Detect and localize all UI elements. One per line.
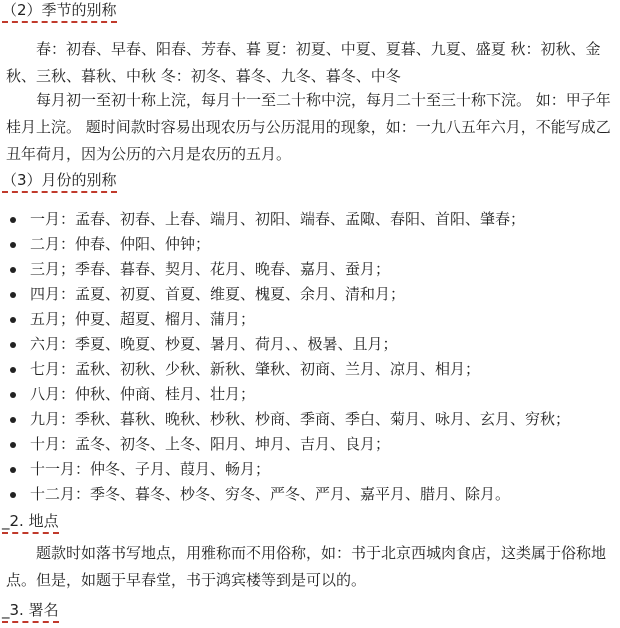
- bullet-icon: [10, 242, 16, 248]
- list-item: 十二月：季冬、暮冬、杪冬、穷冬、严冬、严月、嘉平月、腊月、除月。: [10, 482, 570, 507]
- list-item: 六月：季夏、晚夏、杪夏、暑月、荷月、、极暑、且月；: [10, 332, 570, 357]
- heading-underline: [2, 532, 59, 534]
- section-heading-months: [2, 170, 117, 193]
- heading-underline: [2, 191, 117, 193]
- bullet-icon: [10, 367, 16, 373]
- heading-text: _2. 地点: [2, 512, 59, 530]
- list-item: 十月：孟冬、初冬、上冬、阳月、坤月、吉月、良月；: [10, 432, 570, 457]
- date-paragraph: 每月初一至初十称上浣，每月十一至二十称中浣，每月二十至三十称下浣。 如：甲子年桂月上浣。 题时间款时容易出现农历与公历混用的现象，如：一九八五年六月，不能写成乙丑年荷月，因为公历的六月是农历的五月。: [6, 91, 611, 163]
- heading-underline: [2, 621, 59, 623]
- list-item: 九月：季秋、暮秋、晚秋、杪秋、杪商、季商、季白、菊月、咏月、玄月、穷秋；: [10, 407, 570, 432]
- list-item: 七月：孟秋、初秋、少秋、新秋、肇秋、初商、兰月、凉月、相月；: [10, 357, 570, 382]
- heading-text: （3）月份的别称: [2, 171, 117, 189]
- section-heading-seasons: [2, 0, 117, 23]
- list-item: 八月：仲秋、仲商、桂月、壮月；: [10, 382, 570, 407]
- bullet-icon: [10, 267, 16, 273]
- bullet-icon: [10, 217, 16, 223]
- bullet-icon: [10, 442, 16, 448]
- bullet-icon: [10, 492, 16, 498]
- place-paragraph: 题款时如落书写地点，用雅称而不用俗称，如：书于北京西城肉食店，这类属于俗称地点。但是，如题于早春堂，书于鸿宾楼等到是可以的。: [6, 544, 607, 589]
- section-heading-place: [2, 511, 59, 534]
- bullet-icon: [10, 342, 16, 348]
- list-item: 四月：孟夏、初夏、首夏、维夏、槐夏、余月、清和月；: [10, 282, 570, 307]
- section-heading-signature: [2, 600, 59, 623]
- heading-text: （2）季节的别称: [2, 1, 117, 19]
- list-item: 五月；仲夏、超夏、榴月、蒲月；: [10, 307, 570, 332]
- bullet-icon: [10, 292, 16, 298]
- heading-underline: [2, 21, 117, 23]
- seasons-paragraph: 春：初春、早春、阳春、芳春、暮 夏：初夏、中夏、夏暮、九夏、盛夏 秋：初秋、金秋、三秋、暮秋、中秋 冬：初冬、暮冬、九冬、暮冬、中冬: [6, 40, 601, 85]
- list-item: 三月；季春、暮春、契月、花月、晚春、嘉月、蚕月；: [10, 257, 570, 282]
- heading-text: _3. 署名: [2, 601, 59, 619]
- bullet-icon: [10, 392, 16, 398]
- list-item: 十一月：仲冬、子月、葭月、畅月；: [10, 457, 570, 482]
- list-item: 二月：仲春、仲阳、仲钟；: [10, 232, 570, 257]
- bullet-icon: [10, 467, 16, 473]
- list-item: 一月：孟春、初春、上春、端月、初阳、端春、孟陬、春阳、首阳、肇春；: [10, 207, 570, 232]
- bullet-icon: [10, 317, 16, 323]
- bullet-icon: [10, 417, 16, 423]
- month-list: [10, 207, 570, 507]
